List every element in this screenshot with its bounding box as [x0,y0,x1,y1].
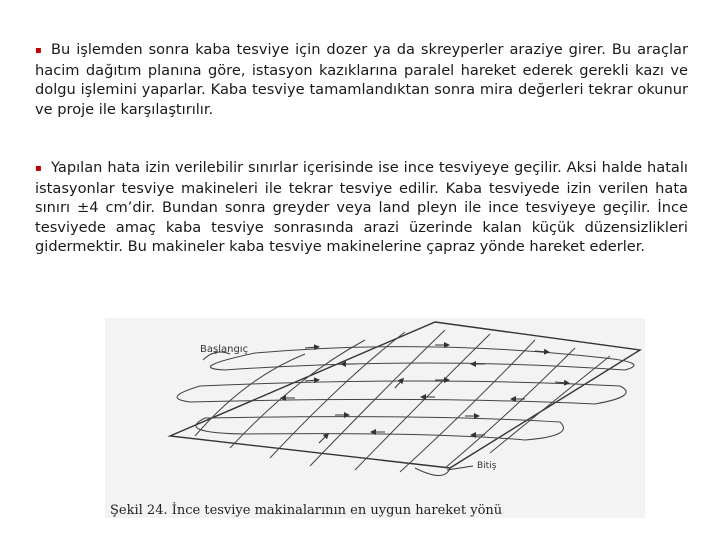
bullet-icon: ▪ [35,45,42,56]
paragraph-2-text: Yapılan hata izin verilebilir sınırlar içerisinde ise ince tesviyeye geçilir. Aksi halde hatalı istasyonlar tesviye makineleri ile tekrar tesviye edilir. Kaba tesviyede izin verilen hata sınırı ±4 cm’dir. Bundan sonra greyder veya land pleyn ile ince tesviyeye geçilir. İnce tesviyede amaç kaba tesviye sonrasında arazi üzerinde kalan küçük düzensizlikleri gidermektir. Bu makineler kaba tesviye makinelerine çapraz yönde hareket ederler. [35,159,688,255]
figure-caption: Şekil 24. İnce tesviye makinalarının en uygun hareket yönü [110,503,503,518]
paragraph-2 [35,158,688,257]
figure-machine-paths [105,318,645,518]
bullet-icon: ▪ [35,163,42,174]
start-label: Başlangıç [200,344,249,355]
end-label: Bitiş [477,461,497,471]
paragraph-1-text: Bu işlemden sonra kaba tesviye için dozer ya da skreyperler araziye girer. Bu araçlar hacim dağıtım planına göre, istasyon kazıklarına paralel hareket ederek gerekli kazı ve dolgu işlemini yaparlar. Kaba tesviye tamamlandıktan sonra mira değerleri tekrar okunur ve proje ile karşılaştırılır. [35,41,688,118]
paragraph-1 [35,40,688,119]
